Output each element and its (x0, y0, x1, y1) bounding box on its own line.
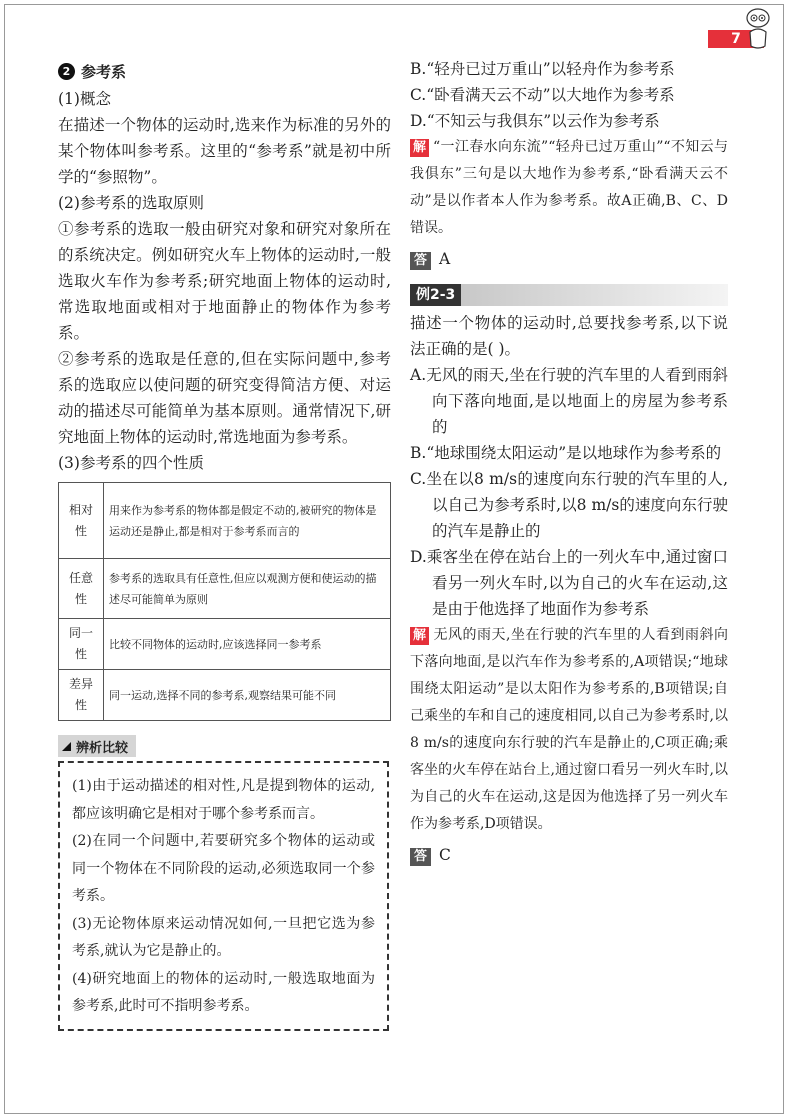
paragraph-principle-1: ①参考系的选取一般由研究对象和研究对象所在的系统决定。例如研究火车上物体的运动时,一般选取火车作为参考系;研究地面上物体的运动时,常选取地面或相对于地面静止的物体作为参考系。 (58, 220, 391, 342)
solution-badge: 解 (410, 139, 429, 157)
answer (410, 842, 728, 868)
compare-label-text: 辨析比较 (76, 740, 129, 756)
table-cell-name: 同一性 (59, 619, 104, 670)
option-c: C.坐在以8 m/s的速度向东行驶的汽车里的人,以自己为参考系时,以8 m/s的速度向东行驶的汽车是静止的 (410, 470, 728, 540)
solution-text: 无风的雨天,坐在行驶的汽车里的人看到雨斜向下落向地面,是以汽车作为参考系的,A项错误;“地球围绕太阳运动”是以太阳作为参考系的,B项错误;自己乘坐的车和自己的速度相同,以自己为参考系时,以8 m/s的速度向东行驶的汽车是静止的,C项正确;乘客坐的火车停在站台上,通过窗口看另一列火车时,以为自己的火车在运动,这是因为他选择了另一列火车作为参考系,D项错误。 (410, 627, 728, 832)
owl-mascot-icon (745, 6, 771, 50)
prev-answer-text: A (439, 250, 451, 268)
table-cell-desc: 比较不同物体的运动时,应该选择同一参考系 (104, 619, 391, 670)
heading-concept: (1)概念 (58, 90, 111, 108)
prev-solution (410, 134, 728, 242)
prev-option: B.“轻舟已过万重山”以轻舟作为参考系 (410, 60, 675, 78)
compare-item: (2)在同一个问题中,若要研究多个物体的运动或同一个物体在不同阶段的运动,必须选取同一个参考系。 (72, 833, 375, 904)
compare-item: (4)研究地面上的物体的运动时,一般选取地面为参考系,此时可不指明参考系。 (72, 970, 375, 1014)
table-cell-name: 任意性 (59, 559, 104, 619)
prev-answer (410, 246, 728, 272)
table-cell-desc: 参考系的选取具有任意性,但应以观测方便和使运动的描述尽可能简单为原则 (104, 559, 391, 619)
table-row (59, 483, 391, 559)
table-cell-name: 差异性 (59, 670, 104, 721)
section-number-badge: 2 (58, 63, 75, 80)
prev-option: D.“不知云与我俱东”以云作为参考系 (410, 112, 660, 130)
table-row (59, 670, 391, 721)
triangle-icon (62, 742, 71, 751)
example-header (410, 284, 728, 306)
compare-item: (1)由于运动描述的相对性,凡是提到物体的运动,都应该明确它是相对于哪个参考系而言。 (72, 778, 375, 822)
compare-box (58, 761, 389, 1031)
table-cell-desc: 同一运动,选择不同的参考系,观察结果可能不同 (104, 670, 391, 721)
compare-item: (3)无论物体原来运动情况如何,一旦把它选为参考系,就认为它是静止的。 (72, 915, 375, 959)
answer-badge: 答 (410, 252, 431, 270)
example-header-bar (461, 284, 728, 306)
heading-principle: (2)参考系的选取原则 (58, 194, 204, 212)
question-text: 描述一个物体的运动时,总要找参考系,以下说法正确的是( )。 (410, 314, 728, 358)
compare-label (58, 735, 136, 757)
solution-badge: 解 (410, 627, 429, 645)
heading-properties: (3)参考系的四个性质 (58, 454, 204, 472)
right-column (410, 56, 728, 868)
option-d: D.乘客坐在停在站台上的一列火车中,通过窗口看另一列火车时,以为自己的火车在运动,这是由于他选择了地面作为参考系 (410, 548, 728, 618)
prev-option: C.“卧看满天云不动”以大地作为参考系 (410, 86, 675, 104)
table-row (59, 559, 391, 619)
answer-text: C (439, 846, 451, 864)
table-cell-desc: 用来作为参考系的物体都是假定不动的,被研究的物体是运动还是静止,都是相对于参考系而言的 (104, 483, 391, 559)
prev-solution-text: “一江春水向东流”“轻舟已过万重山”“不知云与我俱东”三句是以大地作为参考系,“卧看满天云不动”是以作者本人作为参考系。故A正确,B、C、D错误。 (410, 139, 728, 236)
example-label: 例2-3 (410, 284, 461, 306)
answer-badge: 答 (410, 848, 431, 866)
paragraph-concept: 在描述一个物体的运动时,选来作为标准的另外的某个物体叫参考系。这里的“参考系”就是初中所学的“参照物”。 (58, 116, 391, 186)
paragraph-principle-2: ②参考系的选取是任意的,但在实际问题中,参考系的选取应以使问题的研究变得简洁方便、对运动的描述尽可能简单为基本原则。通常情况下,研究地面上物体的运动时,常选地面为参考系。 (58, 350, 391, 446)
table-cell-name: 相对性 (59, 483, 104, 559)
left-column (58, 56, 391, 1031)
section-title (58, 56, 391, 86)
option-b: B.“地球围绕太阳运动”是以地球作为参考系的 (410, 444, 722, 462)
option-a: A.无风的雨天,坐在行驶的汽车里的人看到雨斜向下落向地面,是以地面上的房屋为参考系的 (410, 366, 728, 436)
section-title-text: 参考系 (81, 62, 127, 81)
table-row (59, 619, 391, 670)
page-number: 7 (708, 30, 764, 48)
properties-table (58, 482, 391, 721)
solution (410, 622, 728, 838)
